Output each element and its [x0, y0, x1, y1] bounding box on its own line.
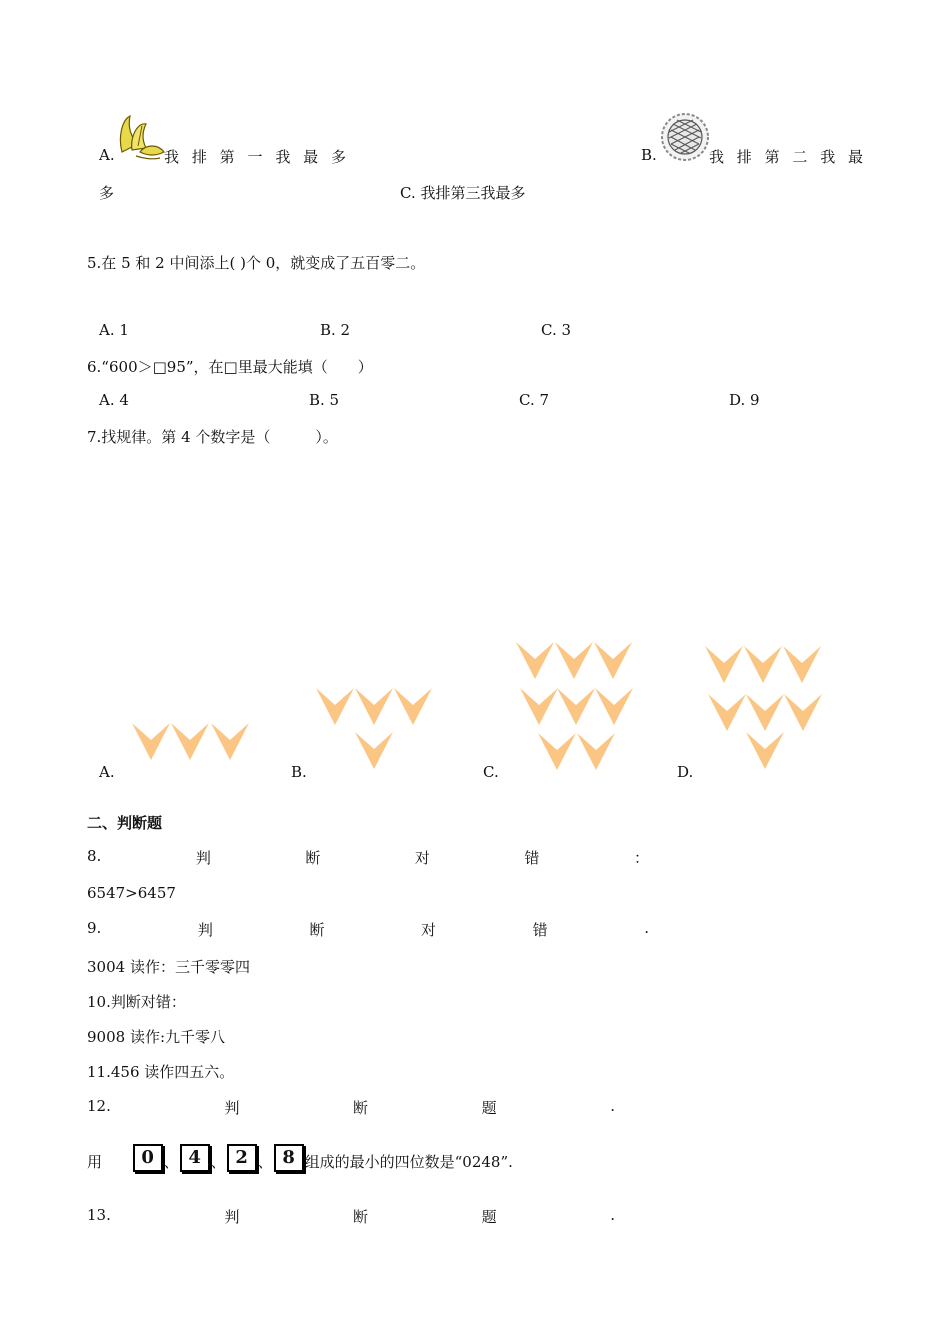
arrow-mark	[557, 688, 595, 725]
arrow-mark	[577, 733, 615, 770]
arrow-mark	[705, 646, 743, 683]
q5-question: 5.在 5 和 2 中间添上( )个 0，就变成了五百零二。	[87, 254, 426, 272]
arrow-mark	[516, 642, 554, 679]
q4-a-char: 最	[303, 148, 319, 166]
separator: 、	[257, 1153, 273, 1171]
q7-option-d: D.	[677, 763, 694, 781]
q7-option-a: A.	[99, 763, 115, 781]
q6-option-d: D. 9	[729, 391, 760, 409]
q12-head-part: .	[610, 1097, 615, 1115]
q13-head-part: 断	[353, 1208, 369, 1226]
q4-option-b-label: B.	[641, 146, 657, 164]
q13-head-part: 13.	[87, 1206, 111, 1224]
q4-option-a-label: A.	[99, 146, 115, 164]
arrow-mark	[555, 642, 593, 679]
digit-card: 4	[180, 1144, 210, 1172]
digit-card: 8	[274, 1144, 304, 1172]
q8-body: 6547>6457	[87, 884, 176, 902]
q9-head-part: 对	[421, 921, 437, 939]
q4-b-char: 二	[792, 148, 808, 166]
q4-a-char: 排	[191, 148, 207, 166]
q8-head-part: 8.	[87, 847, 102, 865]
q4-b-char: 我	[709, 148, 725, 166]
q5-option-a: A. 1	[99, 321, 129, 339]
q9-head-part: 判	[197, 921, 213, 939]
arrow-mark	[783, 646, 821, 683]
q4-option-c: C. 我排第三我最多	[400, 184, 526, 202]
q12-head-part: 12.	[87, 1097, 111, 1115]
q8-head-part: 错	[524, 849, 540, 867]
q7-question: 7.找规律。第 4 个数字是（ ）。	[87, 428, 338, 446]
q8-head-part: ：	[633, 849, 649, 867]
option-d-figure	[705, 646, 822, 769]
section-title: 二、判断题	[87, 814, 163, 832]
arrow-mark	[594, 642, 632, 679]
digit-card: 0	[133, 1144, 163, 1172]
separator: 、	[163, 1153, 179, 1171]
arrow-mark	[746, 732, 784, 769]
arrow-mark	[316, 688, 354, 725]
q7-option-c: C.	[483, 763, 499, 781]
arrow-mark	[211, 723, 249, 760]
arrow-mark	[746, 694, 784, 731]
q4-a-char: 我	[275, 148, 291, 166]
q10-head: 10.判断对错：	[87, 993, 186, 1011]
q4-a-char: 多	[330, 148, 346, 166]
q9-head-part: 9.	[87, 919, 102, 937]
q6-option-b: B. 5	[309, 391, 340, 409]
q9-head-part: .	[644, 919, 649, 937]
q6-question: 6.“600＞□95”，在□里最大能填（ ）	[87, 358, 373, 376]
q8-head-part: 断	[305, 849, 321, 867]
q4-a-char: 我	[164, 148, 180, 166]
q4-b-char: 我	[820, 148, 836, 166]
arrow-mark	[355, 732, 393, 769]
arrow-mark	[132, 723, 170, 760]
q4-a-char: 一	[247, 148, 263, 166]
q6-option-c: C. 7	[519, 391, 550, 409]
arrow-mark	[520, 688, 558, 725]
q13-head-part: 题	[481, 1208, 497, 1226]
q9-head-part: 错	[532, 921, 548, 939]
arrow-mark	[355, 688, 393, 725]
arrow-mark	[784, 694, 822, 731]
q9-head-part: 断	[309, 921, 325, 939]
option-a-figure	[132, 723, 249, 760]
arrow-mark	[595, 688, 633, 725]
q12-head-part: 题	[481, 1099, 497, 1117]
q13-head-part: 判	[224, 1208, 240, 1226]
arrow-mark	[171, 723, 209, 760]
q12-head-part: 判	[224, 1099, 240, 1117]
q12-prefix: 用	[87, 1153, 103, 1171]
q11: 11.456 读作四五六。	[87, 1063, 235, 1081]
q8-head-part: 判	[195, 849, 211, 867]
option-b-figure	[316, 688, 432, 769]
q4-b-char: 第	[764, 148, 780, 166]
q4-a-char: 第	[219, 148, 235, 166]
q6-option-a: A. 4	[99, 391, 129, 409]
q7-option-b: B.	[291, 763, 307, 781]
q12-body	[87, 1144, 513, 1172]
arrow-mark	[394, 688, 432, 725]
q4-b-char: 排	[736, 148, 752, 166]
q5-option-b: B. 2	[320, 321, 351, 339]
q5-option-c: C. 3	[541, 321, 572, 339]
q4-b-char: 最	[847, 148, 863, 166]
q12-suffix: 组成的最小的四位数是“0248”.	[304, 1153, 513, 1171]
q4-option-b-continuation: 多	[99, 184, 115, 202]
digit-card: 2	[227, 1144, 257, 1172]
arrow-mark	[708, 694, 746, 731]
option-c-figure	[516, 642, 633, 770]
separator: 、	[210, 1153, 226, 1171]
q8-head-part: 对	[414, 849, 430, 867]
q10-body: 9008 读作:九千零八	[87, 1028, 225, 1046]
q12-head-part: 断	[353, 1099, 369, 1117]
q9-body: 3004 读作：三千零零四	[87, 958, 250, 976]
arrow-mark	[538, 733, 576, 770]
arrow-mark	[744, 646, 782, 683]
q13-head-part: .	[610, 1206, 615, 1224]
